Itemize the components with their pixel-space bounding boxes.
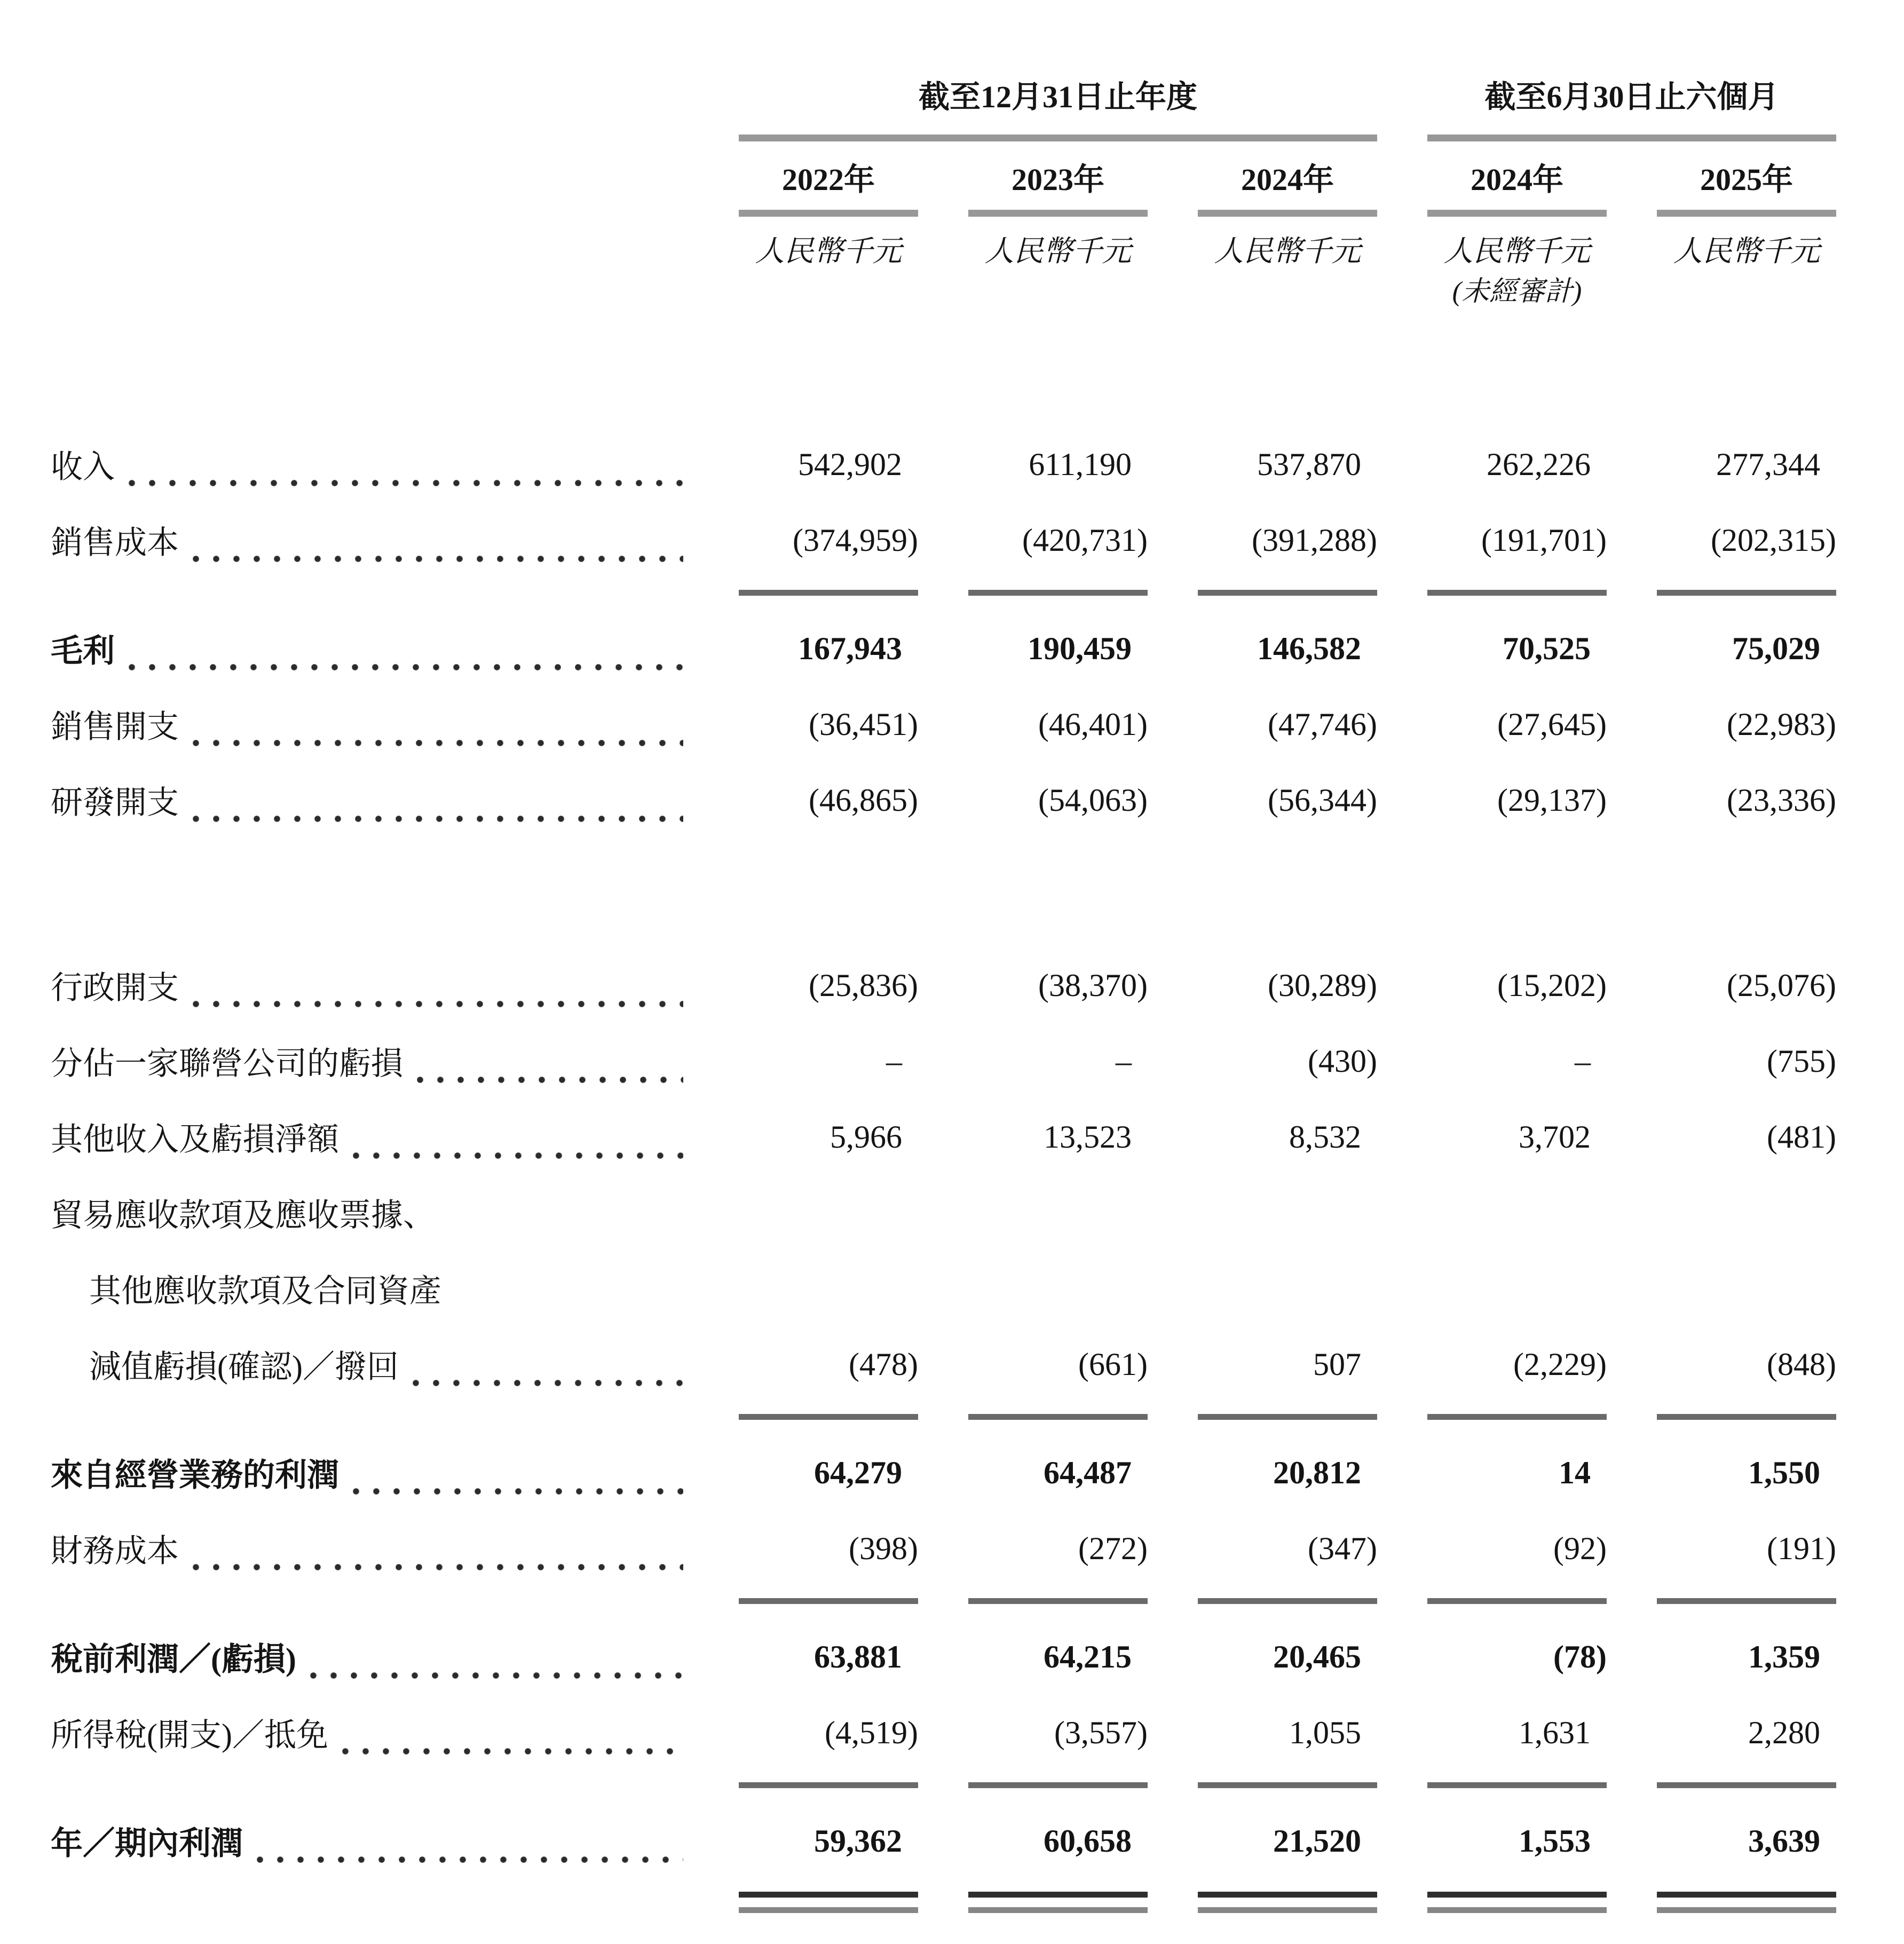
year-header-2024: 2024年 [1241,162,1334,197]
row-label-line [51,1435,689,1511]
row-label-line [51,1023,689,1099]
year-rule [739,210,918,217]
column-group-title-interim: 截至6月30日止六個月 [1484,80,1779,114]
value-cell: 146,582 [1257,630,1361,666]
value-cell: (191,701) [1481,522,1607,558]
row-label-text: 銷售成本 [51,525,179,560]
value-cell: 277,344 [1716,446,1820,482]
value-cell: 537,870 [1257,446,1361,482]
value-cell: (272) [1078,1530,1148,1566]
column-rule [739,1771,918,1803]
column-rule [1198,578,1377,611]
row-label-line [51,1619,689,1695]
value-cell: (2,229) [1513,1346,1607,1382]
row-label-text: 貿易應收款項及應收票據、 [51,1198,435,1233]
value-cell: (430) [1308,1043,1377,1079]
value-cell: (46,865) [809,782,918,818]
value-cell: (347) [1308,1530,1377,1566]
value-cell: 1,055 [1289,1714,1361,1750]
value-cell: (374,959) [793,522,918,558]
value-cell: (56,344) [1268,782,1377,818]
row-label-line [51,1251,689,1326]
column-group-title-row [0,75,1904,120]
column-rule [968,1879,1148,1929]
column-note [1198,272,1377,312]
row-label-text: 收入 [51,449,115,485]
year-rule [968,210,1148,217]
dot-leader [129,467,683,502]
dot-leader [193,543,683,578]
value-cell: 611,190 [1029,446,1132,482]
column-rule [1427,1402,1607,1435]
value-cell: 262,226 [1487,446,1591,482]
value-cell: 3,639 [1748,1823,1820,1859]
dot-leader [417,1064,683,1099]
value-cell: (25,076) [1727,967,1836,1003]
rule-row [0,578,1904,611]
year-header-2023: 2023年 [1011,162,1104,197]
row-label-line [51,1099,689,1175]
column-rule [968,1586,1148,1619]
column-rule [1198,1771,1377,1803]
unaudited-note: (未經審計) [1452,276,1582,307]
value-cell: (398) [849,1530,918,1566]
row-label [51,762,689,838]
column-rule [739,1586,918,1619]
row-label-text: 研發開支 [51,785,179,820]
value-cell: 1,553 [1519,1823,1591,1859]
value-cell: (78) [1553,1639,1607,1674]
year-header-2025-interim: 2025年 [1700,162,1793,197]
row-label-text: 毛利 [51,634,115,669]
value-cell: (478) [849,1346,918,1382]
value-cell: (191) [1767,1530,1836,1566]
column-rule [968,1771,1148,1803]
row-label [51,686,689,762]
row-label [51,1695,689,1771]
row-label [51,502,689,578]
row-label-line [51,762,689,838]
value-cell: 507 [1313,1346,1361,1382]
value-cell: (23,336) [1727,782,1836,818]
currency-unit: 人民幣千元 [755,235,902,267]
value-cell: (420,731) [1022,522,1148,558]
rule-row [0,1879,1904,1929]
year-header-2024-interim: 2024年 [1470,162,1563,197]
value-cell: 14 [1559,1455,1591,1490]
unaudited-note-row [0,272,1904,312]
column-rule [1198,1879,1377,1929]
table-row [0,1099,1904,1175]
value-cell: – [1116,1043,1132,1079]
table-row [0,426,1904,502]
row-label [51,1435,689,1511]
value-cell: (38,370) [1038,967,1148,1003]
row-label-line [51,611,689,686]
row-label-line [51,1175,689,1251]
value-cell: 1,550 [1748,1455,1820,1490]
column-rule [1657,1771,1836,1803]
currency-unit: 人民幣千元 [984,235,1132,267]
column-rule [1657,1586,1836,1619]
row-label [51,1175,689,1402]
year-header-2022: 2022年 [781,162,875,197]
value-cell: 63,881 [814,1639,902,1674]
column-rule [1427,1586,1607,1619]
value-cell: (755) [1767,1043,1836,1079]
row-label [51,1511,689,1586]
dot-leader [353,1475,683,1511]
value-cell: 5,966 [830,1119,902,1155]
column-group-rule-annual [739,135,1377,141]
value-cell: (54,063) [1038,782,1148,818]
year-rule [1427,210,1607,217]
value-cell: 3,702 [1519,1119,1591,1155]
table-row [0,1695,1904,1771]
dot-leader [342,1735,683,1771]
table-row [0,1511,1904,1586]
column-rule [968,1402,1148,1435]
table-row [0,686,1904,762]
column-rule [968,578,1148,611]
column-rule [1657,1879,1836,1929]
value-cell: (46,401) [1038,706,1148,742]
value-cell: 1,359 [1748,1639,1820,1674]
row-label-text: 其他應收款項及合同資產 [89,1274,441,1309]
value-cell: 64,487 [1044,1455,1132,1490]
value-cell: (92) [1553,1530,1607,1566]
row-label [51,1099,689,1175]
value-cell: 542,902 [798,446,902,482]
row-label-text: 稅前利潤／(虧損) [51,1642,296,1677]
year-rule [1657,210,1836,217]
row-label [51,1619,689,1695]
column-rule [739,1879,918,1929]
row-label-line [51,947,689,1023]
row-label-line [51,1511,689,1586]
value-cell: (202,315) [1711,522,1836,558]
row-label [51,1803,689,1879]
dot-leader [310,1659,683,1695]
value-cell: – [1575,1043,1591,1079]
value-cell: (25,836) [809,967,918,1003]
table-body [0,426,1904,1929]
column-note [968,272,1148,312]
dot-leader [193,1551,683,1586]
dot-leader [257,1844,683,1879]
row-label [51,426,689,502]
dot-leader [129,651,683,686]
row-label-line [51,426,689,502]
row-label-text: 行政開支 [51,970,179,1006]
dot-leader [193,727,683,762]
row-label-line [51,502,689,578]
value-cell: (47,746) [1268,706,1377,742]
row-label [51,611,689,686]
column-rule [739,1402,918,1435]
column-rule [1427,578,1607,611]
value-cell: (36,451) [809,706,918,742]
value-cell: 20,812 [1273,1455,1361,1490]
dot-leader [353,1140,683,1175]
row-label [51,947,689,1023]
value-cell: 1,631 [1519,1714,1591,1750]
row-label-text: 財務成本 [51,1534,179,1569]
column-rule [1198,1586,1377,1619]
value-cell: 20,465 [1273,1639,1361,1674]
column-group-rule-row [0,135,1904,141]
row-label-line [51,686,689,762]
value-cell: 21,520 [1273,1823,1361,1859]
table-row [0,1435,1904,1511]
financial-summary-table [0,75,1904,1929]
table-row [0,1803,1904,1879]
row-label-text: 年／期內利潤 [51,1826,243,1861]
value-cell: (481) [1767,1119,1836,1155]
currency-unit: 人民幣千元 [1443,235,1591,267]
value-cell: 167,943 [798,630,902,666]
value-cell: (29,137) [1497,782,1607,818]
rule-row [0,1402,1904,1435]
row-label-line [51,1695,689,1771]
value-cell: (848) [1767,1346,1836,1382]
table-row [0,1619,1904,1695]
value-cell: 60,658 [1044,1823,1132,1859]
value-cell: 64,215 [1044,1639,1132,1674]
value-cell: 190,459 [1028,630,1132,666]
column-rule [1198,1402,1377,1435]
row-label [51,1023,689,1099]
dot-leader [193,988,683,1023]
year-header-row [0,157,1904,202]
value-cell: 8,532 [1289,1119,1361,1155]
currency-unit: 人民幣千元 [1673,235,1820,267]
value-cell: (27,645) [1497,706,1607,742]
value-cell: 64,279 [814,1455,902,1490]
row-label-line [51,1326,689,1402]
value-cell: (15,202) [1497,967,1607,1003]
currency-unit-row [0,231,1904,272]
column-rule [1427,1771,1607,1803]
row-label-line [51,1803,689,1879]
value-cell: 70,525 [1503,630,1591,666]
year-rule [1198,210,1377,217]
value-cell: (4,519) [825,1714,918,1750]
column-group-title-annual: 截至12月31日止年度 [918,80,1197,114]
rule-row [0,1586,1904,1619]
column-rule [1427,1879,1607,1929]
column-note [739,272,918,312]
value-cell: 75,029 [1732,630,1820,666]
table-row [0,1175,1904,1402]
value-cell: (391,288) [1252,522,1377,558]
row-label-text: 分佔一家聯營公司的虧損 [51,1046,403,1081]
row-label-text: 其他收入及虧損淨額 [51,1122,339,1157]
table-row [0,947,1904,1023]
year-rule-row [0,210,1904,217]
dot-leader [193,803,683,838]
value-cell: (22,983) [1727,706,1836,742]
value-cell: 59,362 [814,1823,902,1859]
rule-row [0,1771,1904,1803]
row-label-text: 所得稅(開支)／抵免 [51,1718,328,1753]
value-cell: – [886,1043,902,1079]
table-row [0,502,1904,578]
table-row [0,762,1904,838]
row-label-text: 銷售開支 [51,709,179,745]
column-rule [1657,578,1836,611]
dot-leader [413,1367,683,1402]
table-row [0,1023,1904,1099]
column-group-rule-interim [1427,135,1836,141]
column-note [1657,272,1836,312]
column-rule [1657,1402,1836,1435]
row-label-text: 來自經營業務的利潤 [51,1458,339,1493]
row-label-text: 減值虧損(確認)／撥回 [89,1349,399,1385]
value-cell: 2,280 [1748,1714,1820,1750]
value-cell: (3,557) [1054,1714,1148,1750]
column-rule [739,578,918,611]
currency-unit: 人民幣千元 [1214,235,1361,267]
value-cell: (661) [1078,1346,1148,1382]
table-row [0,611,1904,686]
value-cell: 13,523 [1044,1119,1132,1155]
value-cell: (30,289) [1268,967,1377,1003]
